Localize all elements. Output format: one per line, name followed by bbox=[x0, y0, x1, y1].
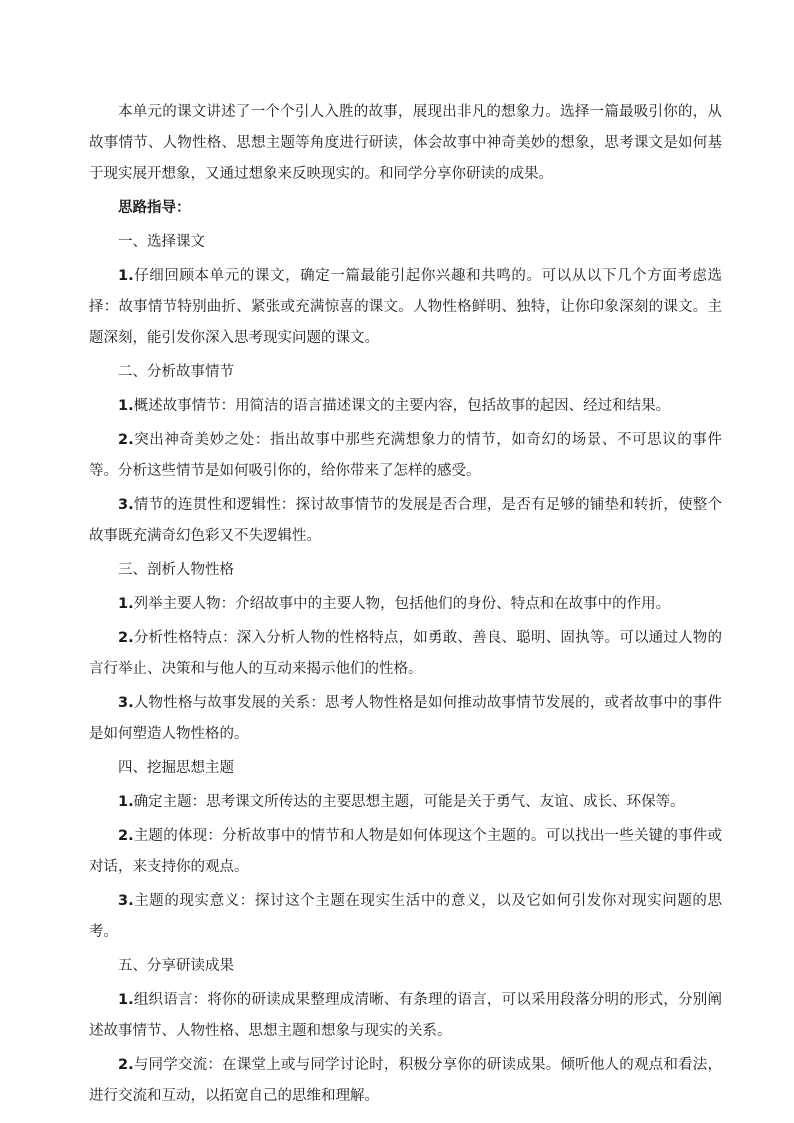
item-number: 1. bbox=[118, 268, 134, 284]
item-text: 列举主要人物：介绍故事中的主要人物，包括他们的身份、特点和在故事中的作用。 bbox=[133, 596, 671, 612]
list-item bbox=[89, 589, 722, 620]
item-number: 3. bbox=[118, 497, 134, 513]
item-text: 确定主题：思考课文所传达的主要思想主题，可能是关于勇气、友谊、成长、环保等。 bbox=[133, 794, 685, 810]
sections-list bbox=[89, 227, 722, 1112]
item-text: 仔细回顾本单元的课文，确定一篇最能引起你兴趣和共鸣的。可以从以下几个方面考虑选择：故事情节特别曲折、紧张或充满惊喜的课文。人物性格鲜明、独特，让你印象深刻的课文。主题深刻，能引发你深入思考现实问题的课文。 bbox=[89, 268, 722, 346]
item-number: 3. bbox=[118, 695, 134, 711]
item-text: 组织语言：将你的研读成果整理成清晰、有条理的语言，可以采用段落分明的形式，分别阐述故事情节、人物性格、思想主题和想象与现实的关系。 bbox=[89, 992, 722, 1039]
list-item bbox=[89, 425, 722, 487]
list-item bbox=[89, 261, 722, 354]
item-number: 2. bbox=[118, 630, 134, 646]
item-number: 1. bbox=[118, 596, 134, 612]
item-number: 2. bbox=[118, 1057, 134, 1073]
item-number: 3. bbox=[118, 893, 134, 909]
item-text: 与同学交流：在课堂上或与同学讨论时，积极分享你的研读成果。倾听他人的观点和看法，进行交流和互动，以拓宽自己的思维和理解。 bbox=[89, 1057, 722, 1104]
section-title: 一、选择课文 bbox=[118, 234, 205, 250]
item-number: 1. bbox=[118, 398, 134, 414]
item-text: 情节的连贯性和逻辑性：探讨故事情节的发展是否合理，是否有足够的铺垫和转折，使整个故事既充满奇幻色彩又不失逻辑性。 bbox=[89, 497, 722, 544]
item-text: 概述故事情节：用简洁的语言描述课文的主要内容，包括故事的起因、经过和结果。 bbox=[133, 398, 671, 414]
list-item bbox=[89, 623, 722, 685]
item-text: 分析性格特点：深入分析人物的性格特点，如勇敢、善良、聪明、固执等。可以通过人物的言行举止、决策和与他人的互动来揭示他们的性格。 bbox=[89, 630, 722, 677]
section-title: 四、挖掘思想主题 bbox=[118, 760, 234, 776]
list-item bbox=[89, 1050, 722, 1112]
list-item bbox=[89, 490, 722, 552]
item-text: 主题的体现：分析故事中的情节和人物是如何体现这个主题的。可以找出一些关键的事件或对话，来支持你的观点。 bbox=[89, 828, 722, 875]
section-title: 五、分享研读成果 bbox=[118, 958, 234, 974]
list-item bbox=[89, 391, 722, 422]
item-text: 主题的现实意义：探讨这个主题在现实生活中的意义，以及它如何引发你对现实问题的思考。 bbox=[89, 893, 722, 940]
list-item bbox=[89, 787, 722, 818]
guide-heading: 思路指导： bbox=[118, 200, 191, 216]
section-title: 三、剖析人物性格 bbox=[118, 562, 234, 578]
list-item bbox=[89, 985, 722, 1047]
section-title: 二、分析故事情节 bbox=[118, 364, 234, 380]
item-number: 1. bbox=[118, 992, 134, 1008]
item-number: 1. bbox=[118, 794, 134, 810]
item-text: 突出神奇美妙之处：指出故事中那些充满想象力的情节，如奇幻的场景、不可思议的事件等。分析这些情节是如何吸引你的，给你带来了怎样的感受。 bbox=[89, 432, 722, 479]
item-number: 2. bbox=[118, 432, 134, 448]
item-number: 2. bbox=[118, 828, 134, 844]
item-text: 人物性格与故事发展的关系：思考人物性格是如何推动故事情节发展的，或者故事中的事件是如何塑造人物性格的。 bbox=[89, 695, 722, 742]
list-item bbox=[89, 821, 722, 883]
document-body bbox=[89, 97, 722, 1112]
list-item bbox=[89, 886, 722, 948]
list-item bbox=[89, 688, 722, 750]
intro-paragraph: 本单元的课文讲述了一个个引人入胜的故事，展现出非凡的想象力。选择一篇最吸引你的，从故事情节、人物性格、思想主题等角度进行研读，体会故事中神奇美妙的想象，思考课文是如何基于现实展开想象，又通过想象来反映现实的。和同学分享你研读的成果。 bbox=[89, 104, 722, 182]
